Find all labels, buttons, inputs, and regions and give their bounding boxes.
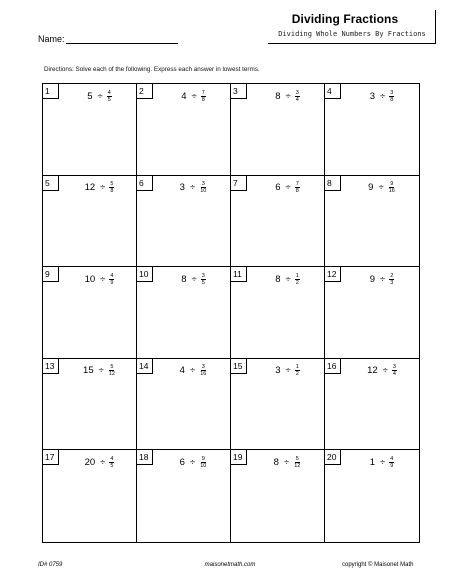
- divide-operator: ÷: [97, 90, 103, 102]
- fraction-denominator: 9: [110, 279, 114, 286]
- whole-number: 15: [83, 365, 94, 377]
- fraction-denominator: 4: [295, 96, 299, 103]
- fraction-numerator: 3: [201, 364, 205, 371]
- fraction-numerator: 9: [390, 181, 394, 188]
- whole-number: 8: [275, 90, 281, 102]
- problem-number: 14: [137, 359, 153, 374]
- copyright-icon: ©: [368, 562, 373, 568]
- divide-operator: ÷: [189, 182, 196, 194]
- fraction: [108, 364, 116, 377]
- footer-site: maisonetmath.com: [204, 562, 256, 568]
- whole-number: 8: [275, 273, 281, 285]
- fraction-numerator: 3: [392, 364, 396, 371]
- fraction-denominator: 10: [200, 462, 207, 469]
- fraction-numerator: 4: [110, 272, 114, 279]
- fraction: [389, 90, 394, 103]
- divide-operator: ÷: [191, 273, 197, 285]
- problem-cell[interactable]: [137, 84, 231, 176]
- divide-operator: ÷: [98, 365, 104, 377]
- fraction-numerator: 9: [201, 455, 205, 462]
- fraction: [295, 364, 300, 377]
- divide-operator: ÷: [285, 182, 291, 194]
- problem-number: 2: [137, 84, 153, 99]
- problem-cell[interactable]: [231, 359, 325, 451]
- fraction: [295, 273, 300, 286]
- problem-cell[interactable]: [325, 84, 419, 176]
- problem-number: 10: [137, 267, 153, 282]
- fraction-numerator: 3: [201, 272, 205, 279]
- problem-expression: [159, 87, 228, 105]
- problem-cell[interactable]: [137, 450, 231, 542]
- fraction-denominator: 4: [392, 371, 396, 378]
- problem-expression: [347, 453, 417, 471]
- whole-number: 12: [367, 365, 378, 377]
- problem-number: 17: [43, 450, 59, 465]
- problem-number: 1: [43, 84, 59, 99]
- problem-cell[interactable]: [43, 450, 137, 542]
- fraction-denominator: 2: [295, 279, 299, 286]
- problem-number: 11: [231, 267, 247, 282]
- whole-number: 4: [179, 365, 185, 377]
- divide-operator: ÷: [189, 456, 196, 468]
- whole-number: 4: [181, 90, 187, 102]
- problem-cell[interactable]: [231, 450, 325, 542]
- problem-cell[interactable]: [325, 267, 419, 359]
- fraction: [109, 273, 114, 286]
- fraction-numerator: 5: [295, 455, 299, 462]
- whole-number: 8: [273, 456, 279, 468]
- page-title: Dividing Fractions: [291, 12, 399, 26]
- divide-operator: ÷: [378, 182, 384, 194]
- divide-operator: ÷: [189, 365, 196, 377]
- problem-cell[interactable]: [231, 176, 325, 268]
- problem-grid: [42, 83, 420, 543]
- directions-text: Directions: Solve each of the following. Express each answer in lowest terms.: [44, 66, 260, 73]
- fraction-denominator: 16: [388, 188, 395, 195]
- fraction: [293, 456, 301, 469]
- problem-cell[interactable]: [43, 267, 137, 359]
- problem-cell[interactable]: [43, 84, 137, 176]
- problem-expression: [159, 362, 228, 380]
- fraction-denominator: 8: [390, 96, 394, 103]
- problem-cell[interactable]: [43, 176, 137, 268]
- divide-operator: ÷: [380, 90, 386, 102]
- divide-operator: ÷: [380, 273, 386, 285]
- copyright-label: copyright: [342, 562, 367, 568]
- copyright-owner: Maisonet Math: [374, 562, 414, 568]
- fraction-denominator: 2: [295, 371, 299, 378]
- problem-number: 7: [231, 176, 247, 191]
- divide-operator: ÷: [283, 456, 290, 468]
- fraction: [109, 456, 114, 469]
- divide-operator: ÷: [100, 273, 106, 285]
- problem-cell[interactable]: [325, 450, 419, 542]
- fraction-numerator: 7: [295, 181, 299, 188]
- fraction-denominator: 8: [110, 188, 114, 195]
- problem-cell[interactable]: [231, 84, 325, 176]
- problem-expression: [253, 453, 322, 471]
- divide-operator: ÷: [380, 456, 386, 468]
- fraction-numerator: 7: [201, 89, 205, 96]
- problem-cell[interactable]: [325, 176, 419, 268]
- problem-expression: [159, 270, 228, 288]
- whole-number: 5: [87, 90, 93, 102]
- fraction-numerator: 3: [201, 181, 205, 188]
- problem-number: 15: [231, 359, 247, 374]
- fraction-denominator: 8: [295, 188, 299, 195]
- fraction-denominator: 3: [390, 279, 394, 286]
- problem-cell[interactable]: [231, 267, 325, 359]
- divide-operator: ÷: [382, 365, 388, 377]
- fraction-numerator: 5: [110, 364, 114, 371]
- fraction: [295, 90, 300, 103]
- fraction-numerator: 4: [390, 455, 394, 462]
- problem-expression: [65, 453, 134, 471]
- problem-expression: [65, 270, 134, 288]
- whole-number: 3: [369, 90, 375, 102]
- problem-expression: [253, 179, 322, 197]
- problem-expression: [347, 179, 417, 197]
- fraction: [389, 273, 394, 286]
- problem-expression: [347, 270, 417, 288]
- fraction-denominator: 5: [201, 279, 205, 286]
- problem-number: 5: [43, 176, 59, 191]
- fraction: [107, 90, 112, 103]
- fraction: [199, 456, 207, 469]
- problem-number: 16: [325, 359, 341, 374]
- fraction-numerator: 3: [295, 89, 299, 96]
- fraction: [109, 181, 114, 194]
- whole-number: 3: [179, 182, 185, 194]
- problem-expression: [159, 179, 228, 197]
- problem-number: 3: [231, 84, 247, 99]
- problem-cell[interactable]: [325, 359, 419, 451]
- divide-operator: ÷: [191, 90, 197, 102]
- problem-cell[interactable]: [137, 176, 231, 268]
- divide-operator: ÷: [100, 456, 106, 468]
- problem-number: 9: [43, 267, 59, 282]
- fraction: [201, 90, 206, 103]
- fraction: [199, 181, 207, 194]
- fraction-numerator: 5: [110, 181, 114, 188]
- fraction-denominator: 5: [107, 96, 111, 103]
- problem-expression: [65, 87, 134, 105]
- fraction-numerator: 3: [390, 89, 394, 96]
- problem-expression: [347, 362, 417, 380]
- name-field[interactable]: [66, 43, 178, 44]
- name-label: Name:: [38, 34, 65, 44]
- problem-expression: [159, 453, 228, 471]
- fraction: [295, 181, 300, 194]
- problem-expression: [65, 362, 134, 380]
- problem-expression: [65, 179, 134, 197]
- fraction-numerator: 1: [295, 272, 299, 279]
- problem-expression: [253, 87, 322, 105]
- fraction-denominator: 12: [294, 462, 301, 469]
- fraction: [392, 364, 397, 377]
- whole-number: 8: [181, 273, 187, 285]
- divide-operator: ÷: [285, 90, 291, 102]
- problem-number: 6: [137, 176, 153, 191]
- fraction-numerator: 4: [110, 455, 114, 462]
- fraction: [388, 181, 396, 194]
- problem-number: 13: [43, 359, 59, 374]
- fraction-denominator: 5: [110, 462, 114, 469]
- problem-number: 4: [325, 84, 341, 99]
- whole-number: 9: [368, 182, 374, 194]
- fraction-numerator: 2: [390, 272, 394, 279]
- whole-number: 3: [275, 365, 281, 377]
- fraction-denominator: 10: [200, 188, 207, 195]
- whole-number: 10: [84, 273, 96, 285]
- problem-number: 8: [325, 176, 341, 191]
- problem-number: 18: [137, 450, 153, 465]
- divide-operator: ÷: [285, 273, 291, 285]
- footer-copyright: [342, 562, 413, 568]
- problem-expression: [253, 270, 322, 288]
- fraction-numerator: 1: [295, 364, 299, 371]
- whole-number: 12: [84, 182, 96, 194]
- footer-id: ID# 0759: [38, 562, 63, 568]
- whole-number: 1: [369, 456, 375, 468]
- problem-number: 12: [325, 267, 341, 282]
- whole-number: 20: [84, 456, 96, 468]
- problem-number: 20: [325, 450, 341, 465]
- divide-operator: ÷: [285, 365, 291, 377]
- problem-expression: [347, 87, 417, 105]
- fraction: [201, 273, 206, 286]
- problem-expression: [253, 362, 322, 380]
- problem-number: 19: [231, 450, 247, 465]
- whole-number: 6: [275, 182, 281, 194]
- fraction-denominator: 8: [201, 96, 205, 103]
- whole-number: 6: [179, 456, 185, 468]
- fraction: [389, 456, 394, 469]
- fraction: [199, 364, 207, 377]
- fraction-denominator: 12: [108, 371, 115, 378]
- fraction-numerator: 4: [107, 89, 111, 96]
- fraction-denominator: 9: [390, 462, 394, 469]
- fraction-denominator: 16: [200, 371, 207, 378]
- whole-number: 9: [369, 273, 375, 285]
- problem-cell[interactable]: [137, 359, 231, 451]
- divide-operator: ÷: [100, 182, 106, 194]
- problem-cell[interactable]: [43, 359, 137, 451]
- page-subtitle: Dividing Whole Numbers By Fractions: [278, 30, 426, 38]
- problem-cell[interactable]: [137, 267, 231, 359]
